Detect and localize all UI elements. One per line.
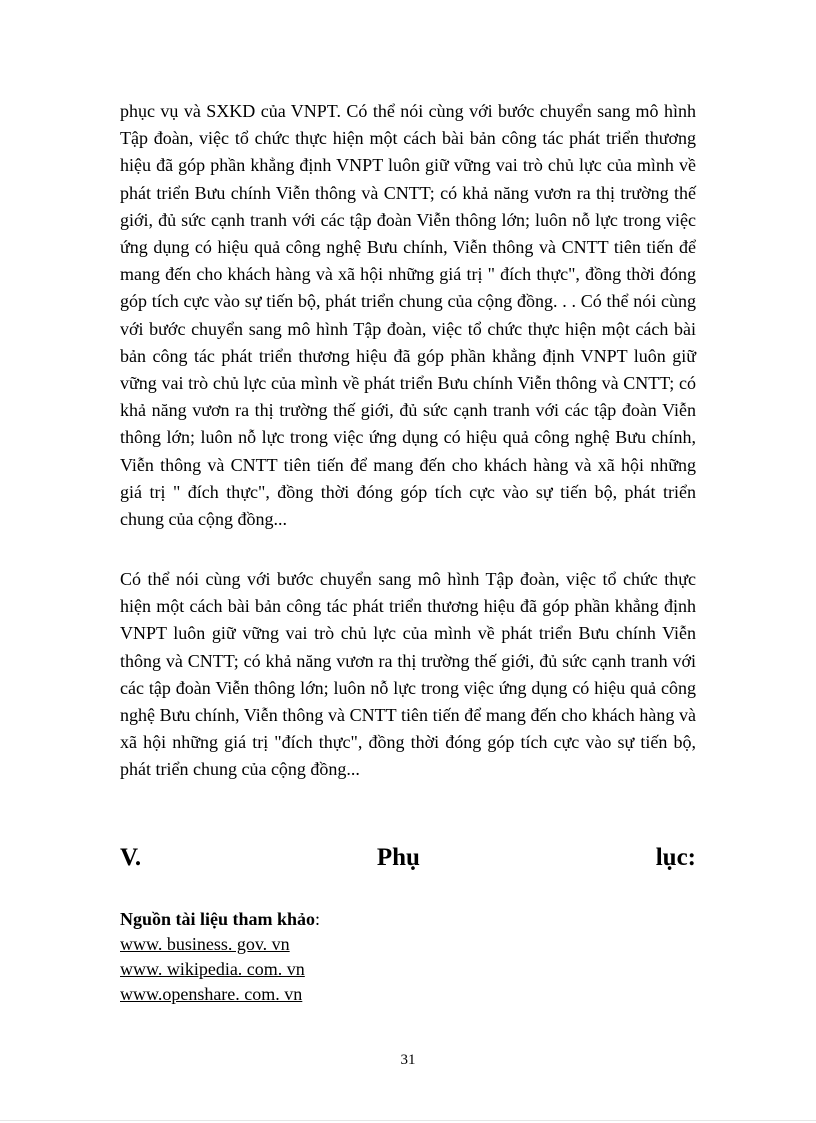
- references-title: [120, 907, 320, 932]
- references-title-text: Nguồn tài liệu tham khảo: [120, 909, 316, 929]
- page-bottom-divider: [0, 1120, 816, 1121]
- section-title-word-1: Phụ: [376, 844, 420, 871]
- body-paragraph-1: phục vụ và SXKD của VNPT. Có thể nói cùng với bước chuyển sang mô hình Tập đoàn, việc tổ chức thực hiện một cách bài bản công tác phát triển thương hiệu đã góp phần khẳng định VNPT luôn giữ vững vai trò chủ lực của mình về phát triển Bưu chính Viễn thông và CNTT; có khả năng vươn ra thị trường thế giới, đủ sức cạnh tranh với các tập đoàn Viễn thông lớn; luôn nỗ lực trong việc ứng dụng có hiệu quả công nghệ Bưu chính, Viễn thông và CNTT tiên tiến để mang đến cho khách hàng và xã hội những giá trị " đích thực", đồng thời đóng góp tích cực vào sự tiến bộ, phát triển chung của cộng đồng. . . Có thể nói cùng với bước chuyển sang mô hình Tập đoàn, việc tổ chức thực hiện một cách bài bản công tác phát triển thương hiệu đã góp phần khẳng định VNPT luôn giữ vững vai trò chủ lực của mình về phát triển Bưu chính Viễn thông và CNTT; có khả năng vươn ra thị trường thế giới, đủ sức cạnh tranh với các tập đoàn Viễn thông lớn; luôn nỗ lực trong việc ứng dụng có hiệu quả công nghệ Bưu chính, Viễn thông và CNTT tiên tiến để mang đến cho khách hàng và xã hội những giá trị " đích thực", đồng thời đóng góp tích cực vào sự tiến bộ, phát triển chung của cộng đồng...: [120, 101, 696, 530]
- section-title-word-2: lục:: [655, 844, 696, 871]
- body-paragraph-2: Có thể nói cùng với bước chuyển sang mô hình Tập đoàn, việc tổ chức thực hiện một cách bài bản công tác phát triển thương hiệu đã góp phần khẳng định VNPT luôn giữ vững vai trò chủ lực của mình về phát triển Bưu chính Viễn thông và CNTT; có khả năng vươn ra thị trường thế giới, đủ sức cạnh tranh với các tập đoàn Viễn thông lớn; luôn nỗ lực trong việc ứng dụng có hiệu quả công nghệ Bưu chính, Viễn thông và CNTT tiên tiến để mang đến cho khách hàng và xã hội những giá trị "đích thực", đồng thời đóng góp tích cực vào sự tiến bộ, phát triển chung của cộng đồng...: [120, 569, 696, 780]
- section-heading: [120, 844, 696, 880]
- section-number: V.: [120, 844, 142, 871]
- reference-link-wikipedia[interactable]: www. wikipedia. com. vn: [120, 959, 305, 979]
- reference-link-business[interactable]: www. business. gov. vn: [120, 934, 290, 954]
- references-title-colon: :: [315, 909, 321, 929]
- page-number: 31: [400, 1052, 416, 1068]
- reference-link-openshare[interactable]: www.openshare. com. vn: [120, 984, 303, 1004]
- references-block: [120, 907, 320, 1007]
